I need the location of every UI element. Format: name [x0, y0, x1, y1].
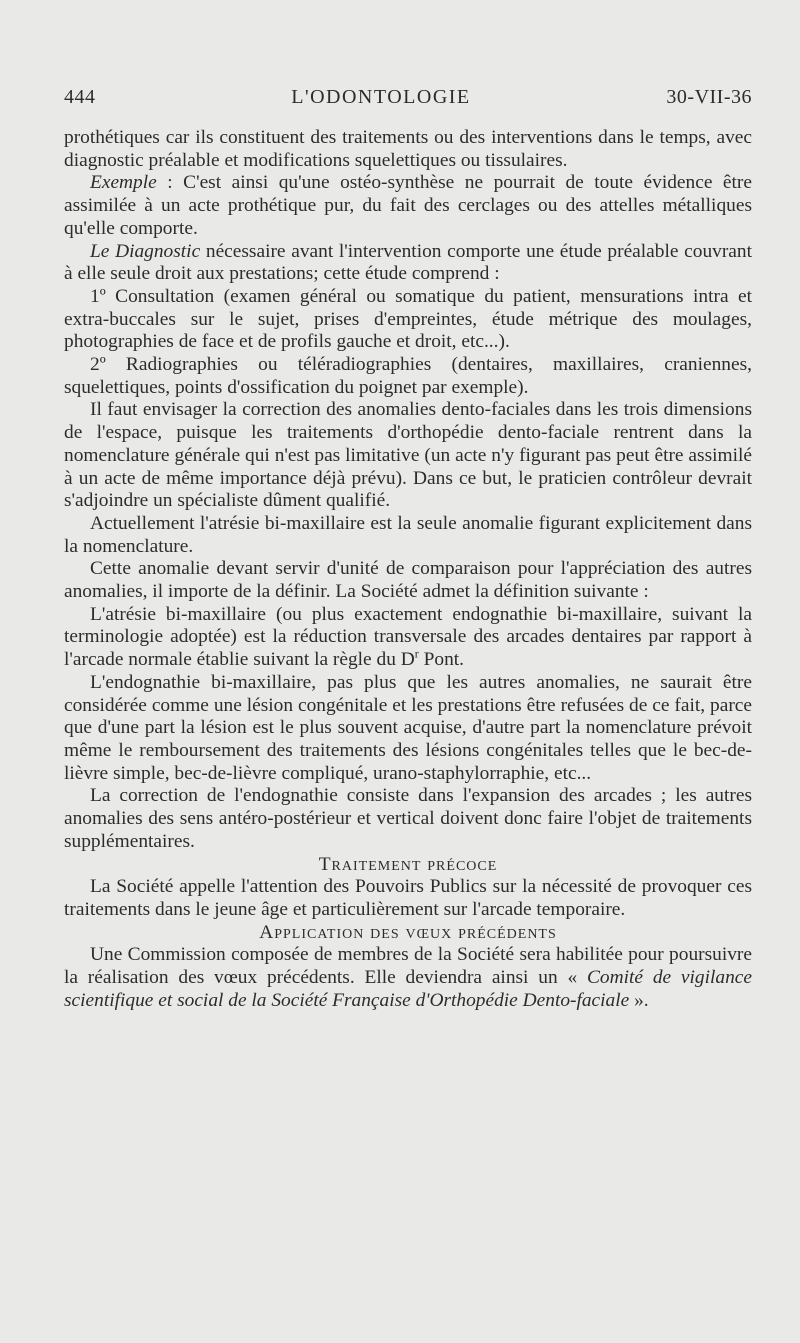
paragraph-commission: Une Commission composée de membres de la Société sera habilitée pour poursuivre la réalisation des vœux précédents. Elle deviendra ainsi un « Comité de vigilance scientifique et social de la Société Française d'Orthopédie Dento-faciale ».	[64, 944, 752, 1011]
page-number: 444	[64, 86, 96, 108]
paragraph: Il faut envisager la correction des anomalies dento-faciales dans les trois dimensions de l'espace, puisque les traitements d'orthopédie dento-faciale rentrent dans la nomenclature générale qui n'est pas limitative (un acte n'y figurant pas peut être assimilé à un acte de même importance déjà prévu). Dans ce but, le praticien contrôleur devrait s'adjoindre un spécialiste dûment qualifié.	[64, 399, 752, 512]
body-text	[64, 127, 752, 1012]
journal-title: L'ODONTOLOGIE	[291, 86, 471, 108]
running-header	[64, 86, 752, 109]
paragraph: Cette anomalie devant servir d'unité de comparaison pour l'appréciation des autres anomalies, il importe de la définir. La Société admet la définition suivante :	[64, 558, 752, 603]
list-item-consultation: 1º Consultation (examen général ou somatique du patient, mensurations intra et extra-buccales sur le sujet, prises d'empreintes, étude métrique des moulages, photographies de face et de profils gauche et droit, etc...).	[64, 285, 752, 353]
paragraph: prothétiques car ils constituent des traitements ou des interventions dans le temps, avec diagnostic préalable et modifications squelettiques ou tissulaires.	[64, 127, 752, 171]
paragraph: La Société appelle l'attention des Pouvoirs Publics sur la nécessité de provoquer ces traitements dans le jeune âge et particulièrement sur l'arcade temporaire.	[64, 876, 752, 920]
issue-date: 30-VII-36	[666, 86, 752, 108]
paragraph-example: Exemple : C'est ainsi qu'une ostéo-synthèse ne pourrait de toute évidence être assimilée à un acte prothétique pur, du fait des cerclages ou des attelles métalliques qu'elle comporte.	[64, 172, 752, 239]
example-label: Exemple	[90, 172, 157, 194]
paragraph: Actuellement l'atrésie bi-maxillaire est la seule anomalie figurant explicitement dans la nomenclature.	[64, 512, 752, 557]
committee-name: Comité de vigilance scientifique et social de la Société Française d'Orthopédie Dento-faciale	[64, 967, 752, 1011]
paragraph: La correction de l'endognathie consiste dans l'expansion des arcades ; les autres anomalies des sens antéro-postérieur et vertical doivent donc faire l'objet de traitements supplémentaires.	[64, 785, 752, 852]
paragraph: L'endognathie bi-maxillaire, pas plus que les autres anomalies, ne saurait être considérée comme une lésion congénitale et les prestations être refusées de ce fait, parce que d'une part la lésion est le plus souvent acquise, d'autre part la nomenclature prévoit même le remboursement des traitements des lésions congénitales telles que le bec-de-lièvre simple, bec-de-lièvre compliqué, urano-staphylorraphie, etc...	[64, 671, 752, 784]
list-item-radiographies: 2º Radiographies ou téléradiographies (dentaires, maxillaires, craniennes, squelettiques, points d'ossification du poignet par exemple).	[64, 354, 752, 398]
section-heading-application: Application des vœux précédents	[259, 921, 557, 943]
diagnostic-label: Le Diagnostic	[90, 240, 201, 262]
paragraph-diagnostic: Le Diagnostic nécessaire avant l'intervention comporte une étude préalable couvrant à elle seule droit aux prestations; cette étude comprend :	[64, 240, 752, 285]
paragraph-definition: L'atrésie bi-maxillaire (ou plus exactement endognathie bi-maxillaire, suivant la terminologie adoptée) est la réduction transversale des arcades dentaires par rapport à l'arcade normale établie suivant la règle du $D^r$ Pont.	[64, 603, 752, 671]
section-heading-traitement-precoce: Traitement précoce	[318, 853, 498, 875]
